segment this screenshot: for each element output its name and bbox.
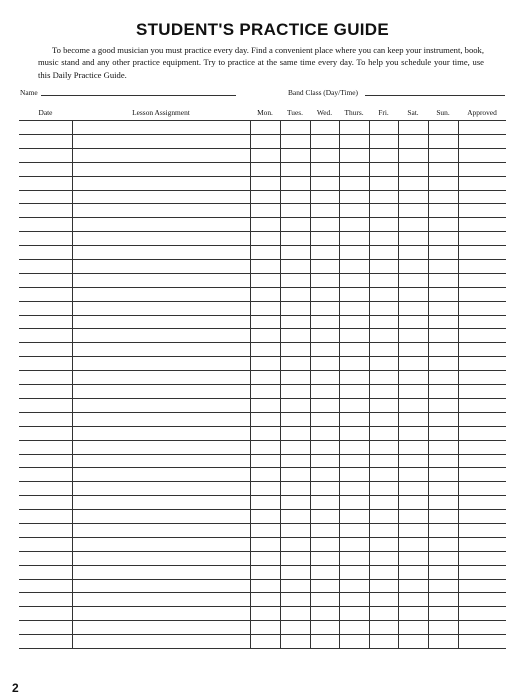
table-row <box>19 231 506 232</box>
band-class-field-line[interactable] <box>365 95 505 96</box>
table-row <box>19 440 506 441</box>
table-row <box>19 398 506 399</box>
table-row <box>19 315 506 316</box>
table-row <box>19 245 506 246</box>
table-row <box>19 301 506 302</box>
table-row <box>19 384 506 385</box>
table-row <box>19 509 506 510</box>
table-row <box>19 551 506 552</box>
page-number: 2 <box>12 681 19 695</box>
table-row <box>19 606 506 607</box>
header-tues: Tues. <box>287 108 303 117</box>
table-row <box>19 481 506 482</box>
header-sun: Sun. <box>436 108 450 117</box>
header-date: Date <box>38 108 53 117</box>
header-approved: Approved <box>467 108 497 117</box>
table-row <box>19 190 506 191</box>
name-label: Name <box>20 88 38 97</box>
table-row <box>19 537 506 538</box>
table-row <box>19 259 506 260</box>
table-row <box>19 203 506 204</box>
table-row <box>19 328 506 329</box>
header-wed: Wed. <box>316 108 333 117</box>
table-row <box>19 342 506 343</box>
table-row <box>19 412 506 413</box>
table-row <box>19 356 506 357</box>
table-row <box>19 565 506 566</box>
table-row <box>19 620 506 621</box>
table-row <box>19 495 506 496</box>
table-row <box>19 217 506 218</box>
table-row <box>19 454 506 455</box>
header-rule <box>19 120 506 121</box>
table-row <box>19 176 506 177</box>
table-row <box>19 134 506 135</box>
band-class-label: Band Class (Day/Time) <box>288 88 358 97</box>
intro-paragraph: To become a good musician you must practice every day. Find a convenient place where you can keep your instrument, book, music stand and any other practice equipment. Try to practice at the same time every day. To help you schedule your time, use this Daily Practice Guide. <box>38 45 484 80</box>
table-row <box>19 426 506 427</box>
table-row <box>19 467 506 468</box>
table-row <box>19 648 506 649</box>
header-fri: Fri. <box>378 108 389 117</box>
table-row <box>19 370 506 371</box>
table-row <box>19 592 506 593</box>
table-row <box>19 634 506 635</box>
header-mon: Mon. <box>257 108 273 117</box>
table-row <box>19 162 506 163</box>
page-title: STUDENT'S PRACTICE GUIDE <box>135 20 390 39</box>
table-row <box>19 273 506 274</box>
table-row <box>19 148 506 149</box>
header-thurs: Thurs. <box>344 108 364 117</box>
header-lesson-assignment: Lesson Assignment <box>132 108 190 117</box>
table-row <box>19 579 506 580</box>
name-field-line[interactable] <box>41 95 236 96</box>
header-sat: Sat. <box>407 108 419 117</box>
table-row <box>19 287 506 288</box>
table-row <box>19 523 506 524</box>
